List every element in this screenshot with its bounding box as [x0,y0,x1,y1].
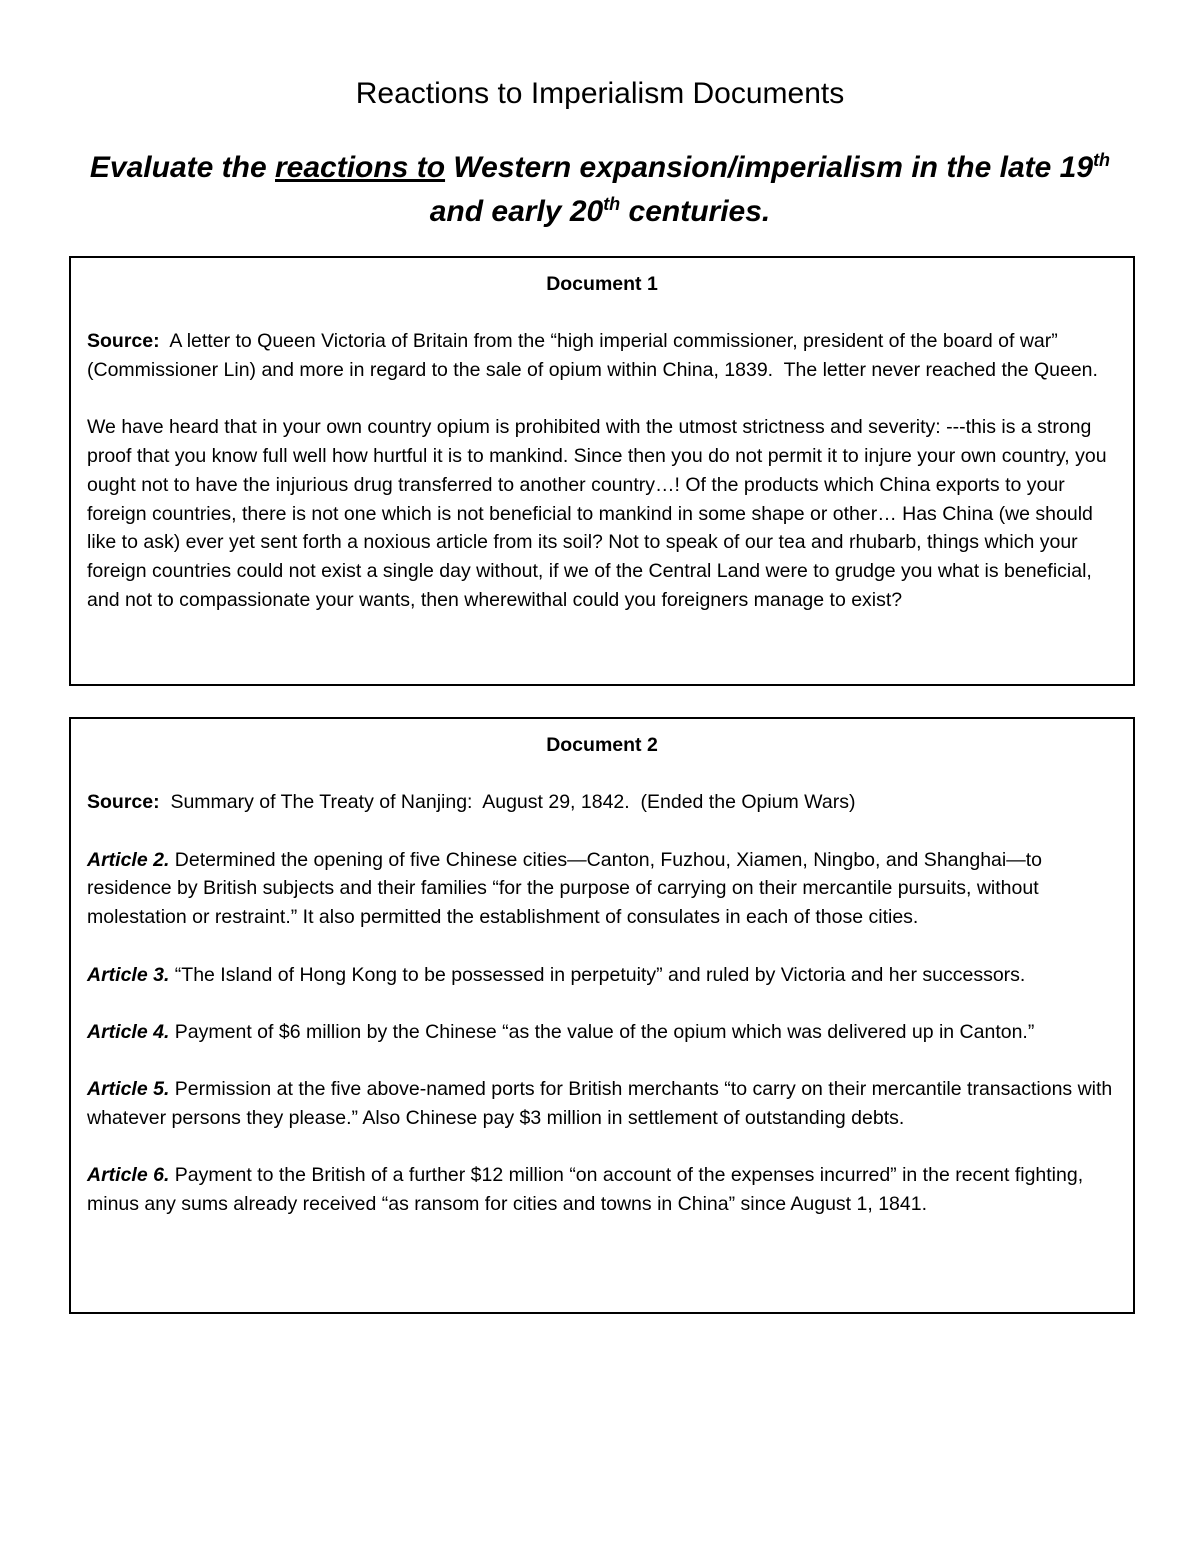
document-2-source [87,788,1117,817]
subtitle-part2: Western expansion/imperialism in the late 19 [445,151,1094,184]
subtitle-sup1: th [1093,150,1111,170]
article-3-label: Article 3. [87,963,170,986]
article-5 [87,1075,1117,1132]
subtitle-underlined: reactions to [275,151,446,184]
article-3-text: “The Island of Hong Kong to be possessed in perpetuity” and ruled by Victoria and her successors. [169,963,1026,986]
article-4-label: Article 4. [87,1020,170,1043]
article-4-text: Payment of $6 million by the Chinese “as the value of the opium which was delivered up in Canton.” [169,1020,1035,1043]
document-1-heading: Document 1 [546,273,658,295]
document-2-box [69,717,1135,1314]
article-2-text: Determined the opening of five Chinese cities—Canton, Fuzhou, Xiamen, Ningbo, and Shanghai—to residence by British subjects and their families “for the purpose of carrying on their mercantile pursuits, without molestation or restraint.” It also permitted the establishment of consulates in each of those cities. [87,848,1042,929]
article-2 [87,846,1117,932]
article-6-text: Payment to the British of a further $12 million “on account of the expenses incurred” in the recent fighting, minus any sums already received “as ransom for cities and towns in China” since August 1, 1841. [87,1164,1084,1216]
page-subtitle [70,146,1130,234]
subtitle-part4: centuries. [620,195,771,228]
document-1-body: We have heard that in your own country opium is prohibited with the utmost strictness and severity: ---this is a strong proof that you know full well how hurtful it is to mankind. Since then you do not permit it to injure your own country, you ought not to have the injurious drug transferred to another country…! Of the products which China exports to your foreign countries, there is not one which is not beneficial to mankind in some shape or other… Has China (we should like to ask) ever yet sent forth a noxious article from its soil? Not to speak of our tea and rhubarb, things which your foreign countries could not exist a single day without, if we of the Central Land were to grudge you what is beneficial, and not to compassionate your wants, then wherewithal could you foreigners manage to exist? [87,416,1107,611]
document-1-source [87,327,1117,384]
article-6-label: Article 6. [87,1164,170,1187]
subtitle-part3: and early 20 [429,195,604,228]
subtitle-part1: Evaluate the [89,151,275,184]
document-2-heading: Document 2 [546,734,658,756]
document-1-source-text: A letter to Queen Victoria of Britain from the “high imperial commissioner, president of the board of war” (Commissioner Lin) and more in regard to the sale of opium within China, 1839. The letter never reached the Queen. [87,330,1098,382]
document-2-source-text: Summary of The Treaty of Nanjing: August 29, 1842. (Ended the Opium Wars) [159,791,856,814]
subtitle-sup2: th [603,194,621,214]
document-1-source-label: Source: [87,330,160,353]
article-3 [87,961,1117,990]
article-5-text: Permission at the five above-named ports for British merchants “to carry on their mercantile transactions with whatever persons they please.” Also Chinese pay $3 million in settlement of outstanding debts. [87,1078,1113,1130]
document-2-source-label: Source: [87,791,160,814]
article-2-label: Article 2. [87,848,170,871]
article-4 [87,1018,1117,1047]
article-6 [87,1161,1117,1218]
article-5-label: Article 5. [87,1078,170,1101]
document-1-box [69,256,1135,686]
page-title: Reactions to Imperialism Documents [355,77,845,110]
